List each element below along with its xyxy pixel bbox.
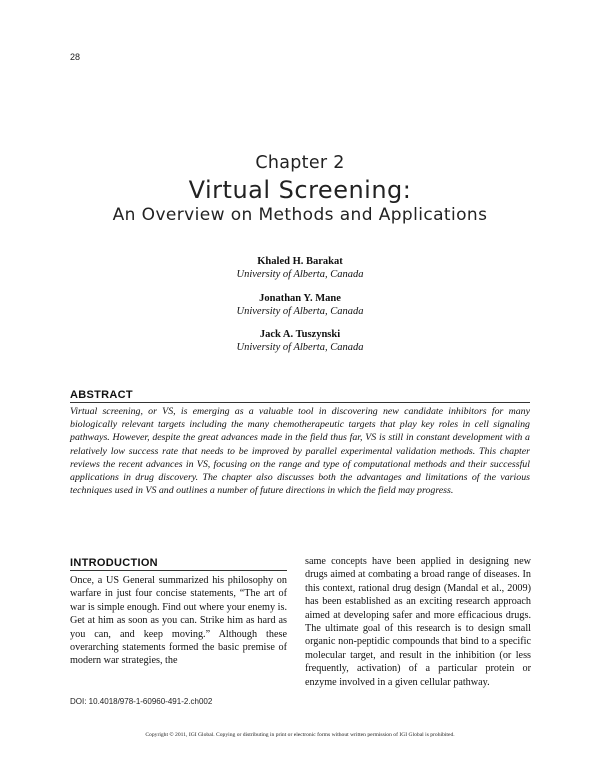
introduction-divider — [70, 570, 287, 571]
abstract-text: Virtual screening, or VS, is emerging as a valuable tool in discovering new candidate inhibitors for many biologically relevant targets including the many chemotherapeutic targets that play key roles in cell signaling pathways. However, despite the great advances made in the field thus far, VS is still in constant development with a relatively low success rate that needs to be improved by parallel experimental validation methods. This chapter reviews the recent advances in VS, focusing on the range and type of computational methods and their successful applications in drug discovery. The chapter also discusses both the advantages and limitations of the various techniques used in VS and outlines a number of future directions in which the field may progress. — [70, 406, 530, 497]
abstract-divider — [70, 402, 530, 403]
author-affiliation: University of Alberta, Canada — [236, 342, 364, 353]
author-block — [0, 328, 600, 354]
author-block — [0, 292, 600, 318]
chapter-subtitle: An Overview on Methods and Applications — [112, 205, 488, 225]
doi: DOI: 10.4018/978-1-60960-491-2.ch002 — [70, 697, 213, 706]
introduction-left-column: Once, a US General summarized his philosophy on warfare in just four concise statements, “The art of war is simple enough. Find out where your enemy is. Get at him as soon as you can. Strike him as hard as you can, and keep moving.” Although these overarching statements formed the basic premise of modern war strategies, the — [70, 575, 287, 667]
page-number: 28 — [70, 52, 81, 62]
author-name: Jack A. Tuszynski — [259, 329, 341, 340]
introduction-heading: INTRODUCTION — [70, 557, 158, 569]
author-affiliation: University of Alberta, Canada — [236, 306, 364, 317]
chapter-title: Virtual Screening: — [188, 176, 412, 204]
chapter-label: Chapter 2 — [255, 153, 345, 173]
author-block — [0, 255, 600, 281]
author-affiliation: University of Alberta, Canada — [236, 269, 364, 280]
author-name: Khaled H. Barakat — [257, 256, 343, 267]
abstract-heading: ABSTRACT — [70, 389, 133, 401]
author-name: Jonathan Y. Mane — [259, 293, 341, 304]
copyright-notice: Copyright © 2011, IGI Global. Copying or distributing in print or electronic forms without written permission of IGI Global is prohibited. — [145, 732, 455, 738]
introduction-right-column: same concepts have been applied in designing new drugs aimed at combating a broad range of diseases. In this context, rational drug design (Mandal et al., 2009) has been established as an exciting research approach aimed at developing safer and more efficacious drugs. The ultimate goal of this research is to design small organic non-peptidic compounds that bind to a specific molecular target, and result in the inhibition (or less frequently, activation) of a particular protein or enzyme involved in a given cellular pathway. — [305, 556, 531, 688]
